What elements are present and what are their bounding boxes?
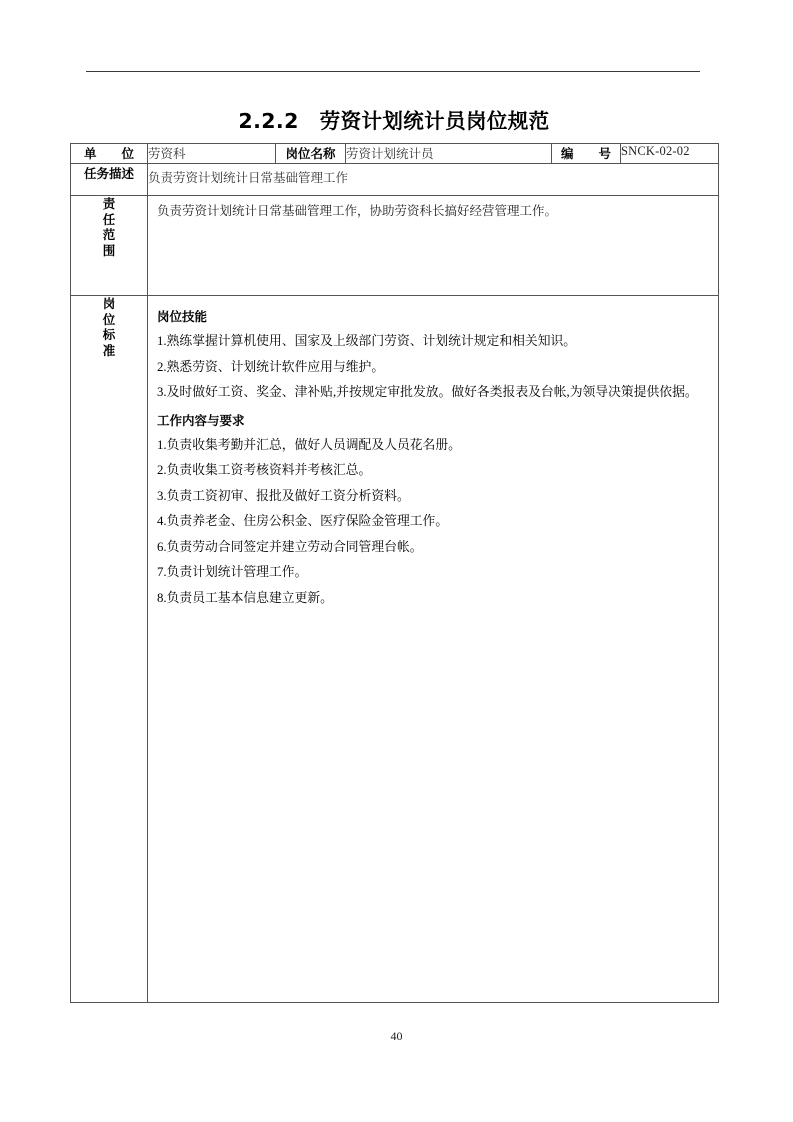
duties-heading: 工作内容与要求 (157, 412, 245, 428)
job-specification-table (70, 143, 719, 1003)
position-value: 劳资计划统计员 (346, 144, 552, 164)
header-rule (86, 71, 700, 72)
duty-item: 8.负责员工基本信息建立更新。 (157, 590, 333, 605)
unit-value: 劳资科 (148, 144, 276, 164)
skills-heading: 岗位技能 (157, 309, 208, 324)
skill-item: 3.及时做好工资、奖金、津补贴,并按规定审批发放。做好各类报表及台帐,为领导决策提供依据。 (157, 385, 698, 399)
page-number: 40 (390, 1029, 403, 1043)
code-label: 编 号 (552, 144, 621, 164)
duty-item: 6.负责劳动合同签定并建立劳动合同管理台帐。 (157, 539, 423, 554)
job-standard-label: 岗位标准 (102, 296, 116, 358)
task-value: 负责劳资计划统计日常基础管理工作 (148, 164, 719, 196)
task-label: 任务描述 (71, 164, 148, 196)
skill-item: 1.熟练掌握计算机使用、国家及上级部门劳资、计划统计规定和相关知识。 (157, 334, 577, 348)
duty-item: 7.负责计划统计管理工作。 (157, 565, 308, 579)
job-standard-content (148, 296, 718, 611)
table-row-task (71, 164, 719, 196)
job-standard-label-cell (71, 296, 148, 1003)
table-row-job-standard (71, 296, 719, 1003)
duty-item: 1.负责收集考勤并汇总，做好人员调配及人员花名册。 (157, 437, 461, 452)
table-row-info (71, 144, 719, 164)
position-label: 岗位名称 (276, 144, 346, 164)
unit-label: 单 位 (71, 144, 148, 164)
duty-scope-label-cell (71, 196, 148, 296)
code-value: SNCK-02-02 (621, 144, 719, 164)
duty-item: 3.负责工资初审、报批及做好工资分析资料。 (157, 488, 410, 503)
duty-scope-label: 责任范围 (102, 196, 116, 258)
job-standard-content-cell (148, 296, 719, 1003)
table-row-duty-scope (71, 196, 719, 296)
duty-item: 2.负责收集工资考核资料并考核汇总。 (157, 463, 372, 477)
skill-item: 2.熟悉劳资、计划统计软件应用与维护。 (157, 359, 385, 374)
duty-scope-value: 负责劳资计划统计日常基础管理工作，协助劳资科长搞好经营管理工作。 (148, 196, 719, 296)
page-title: 2.2.2 劳资计划统计员岗位规范 (238, 109, 550, 133)
duty-item: 4.负责养老金、住房公积金、医疗保险金管理工作。 (157, 514, 449, 528)
